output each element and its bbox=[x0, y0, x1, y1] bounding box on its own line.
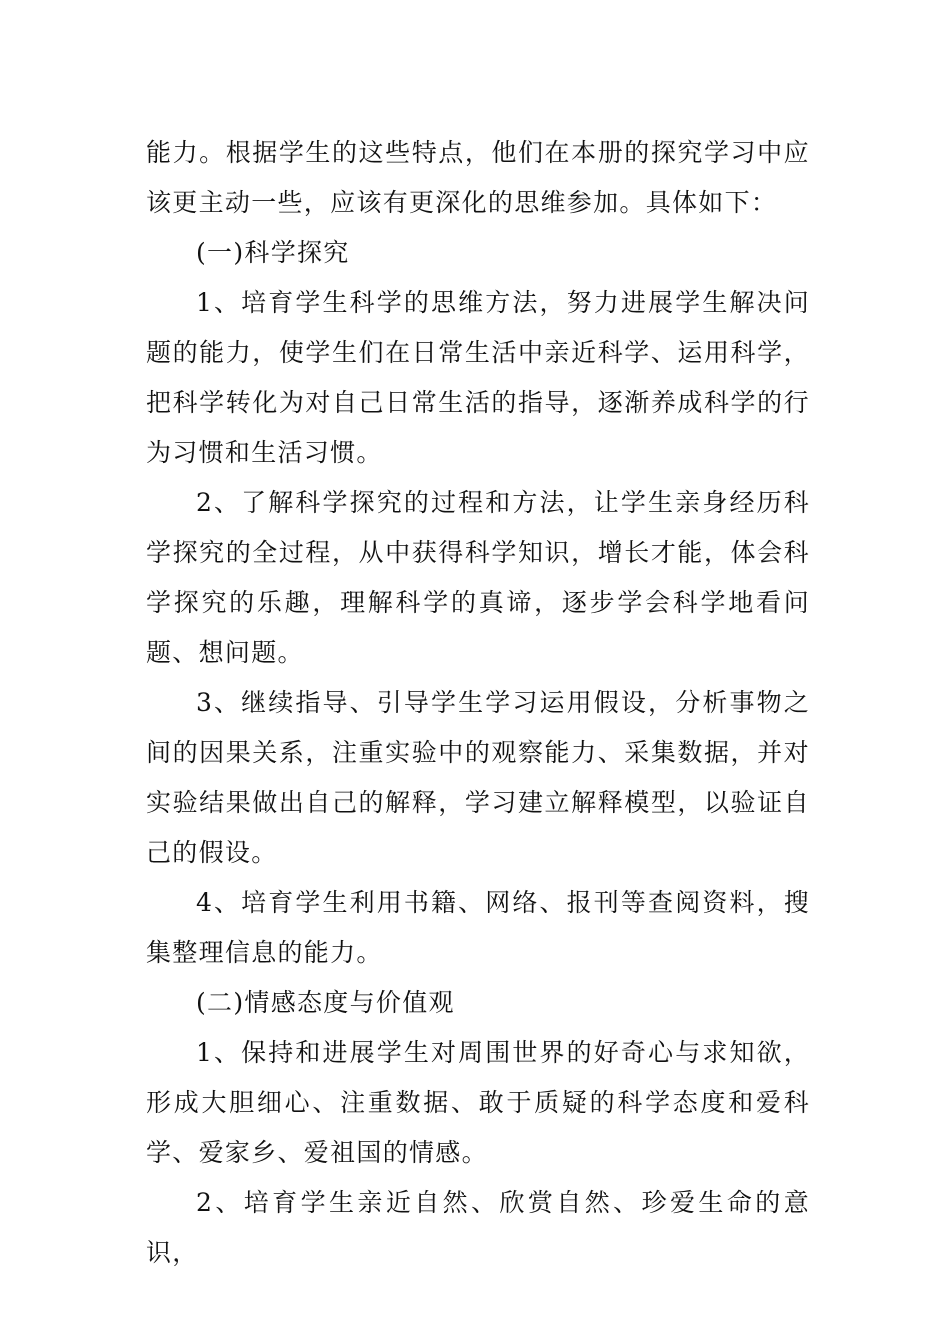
paragraph-item-1: 1、培育学生科学的思维方法，努力进展学生解决问题的能力，使学生们在日常生活中亲近科学、运用科学，把科学转化为对自己日常生活的指导，逐渐养成科学的行为习惯和生活习惯。 bbox=[146, 288, 810, 467]
paragraph-attitude-1: 1、保持和进展学生对周围世界的好奇心与求知欲，形成大胆细心、注重数据、敢于质疑的科学态度和爱科学、爱家乡、爱祖国的情感。 bbox=[146, 1038, 810, 1167]
paragraph-item-2: 2、了解科学探究的过程和方法，让学生亲身经历科学探究的全过程，从中获得科学知识，增长才能，体会科学探究的乐趣，理解科学的真谛，逐步学会科学地看问题、想问题。 bbox=[146, 488, 810, 667]
paragraph-item-3: 3、继续指导、引导学生学习运用假设，分析事物之间的因果关系，注重实验中的观察能力、采集数据，并对实验结果做出自己的解释，学习建立解释模型，以验证自己的假设。 bbox=[146, 688, 810, 867]
section-heading-inquiry: (一)科学探究 bbox=[196, 238, 350, 267]
paragraph-continuation: 能力。根据学生的这些特点，他们在本册的探究学习中应该更主动一些，应该有更深化的思维参加。具体如下： bbox=[146, 138, 810, 217]
document-body bbox=[146, 128, 810, 1278]
paragraph-item-4: 4、培育学生利用书籍、网络、报刊等查阅资料，搜集整理信息的能力。 bbox=[146, 888, 810, 967]
section-heading-attitudes: (二)情感态度与价值观 bbox=[196, 988, 455, 1017]
paragraph-attitude-2: 2、培育学生亲近自然、欣赏自然、珍爱生命的意识， bbox=[146, 1188, 810, 1267]
